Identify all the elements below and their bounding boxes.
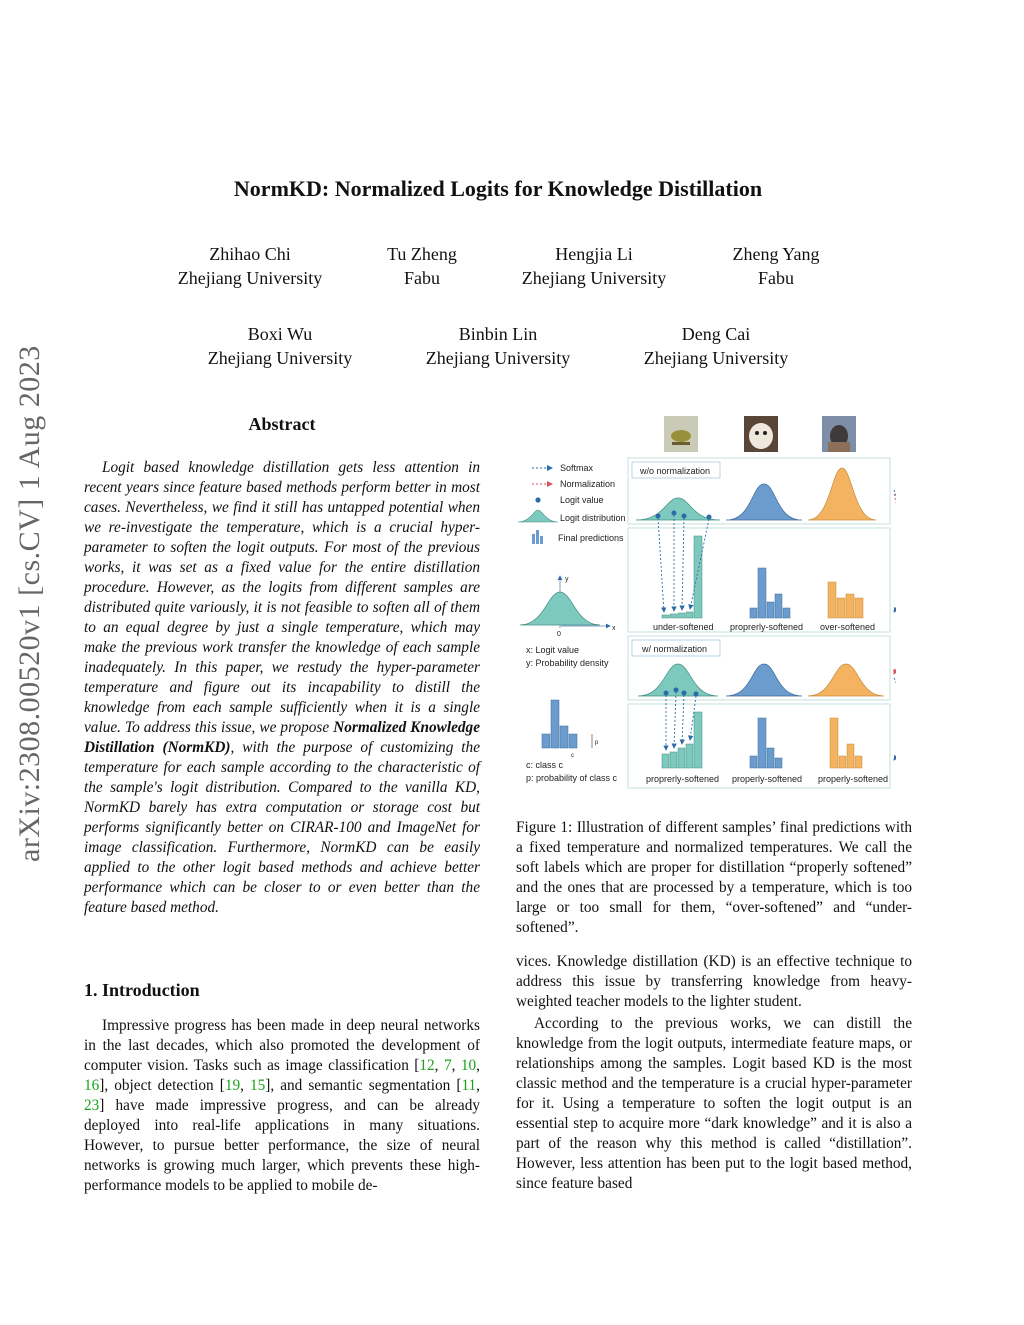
abstract-part: , with the purpose of customizing the temperature for each sample according to the characteristic of the sample's logit distribution. Compared to the vanilla KD, NormKD barely has extra computation or storage cost but performs significantly better on CIRAR-100 and ImageNet for image classification. Furthermore, NormKD can be easily applied to the other logit based methods and achieve better performance which can be closer to or even better than the feature based method.: [84, 739, 480, 916]
sample-image-dog: [744, 416, 778, 452]
label-properly-softened-b2: properly-softened: [732, 774, 803, 784]
distribution-blue-top: [726, 484, 802, 520]
label-over-softened: over-softened: [820, 622, 876, 632]
citation-link[interactable]: 15: [250, 1077, 266, 1094]
bars-properly-softened-top: [750, 568, 790, 618]
distribution-orange-bottom: [808, 664, 884, 696]
author-block: [716, 242, 836, 290]
author-block: [362, 242, 482, 290]
author-affiliation: Zhejiang University: [521, 268, 667, 288]
author-affiliation: Fabu: [404, 268, 440, 288]
bars-over-softened: [828, 582, 863, 618]
sample-image-person: [822, 416, 856, 452]
label-properly-softened-top: proprerly-softened: [730, 622, 804, 632]
author-affiliation: Zhejiang University: [425, 348, 571, 368]
paper-title: NormKD: Normalized Logits for Knowledge Distillation: [233, 176, 763, 201]
axis-x-label: x: [612, 625, 616, 632]
citation-link[interactable]: 23: [84, 1097, 100, 1114]
sample-image-bird: [664, 416, 698, 452]
box-with-normalization: w/ normalization: [642, 644, 708, 654]
intro-part: ] have made impressive progress, and can be already deployed into real-life applications in many situations. However, to pursue better performance, the size of neural networks is growing much larger, which prevents these high-performance models to be applied to mobile de-: [84, 1097, 480, 1194]
author-name: Boxi Wu: [247, 324, 313, 344]
bars-under-softened: [662, 536, 702, 618]
author-name: Zheng Yang: [732, 244, 820, 264]
author-name: Zhihao Chi: [209, 244, 291, 264]
figure-caption: Figure 1: Illustration of different samples’ final predictions with a fixed temperature and normalized temperatures. We call the soft labels which are proper for distillation “properly softened” and the ones that are processed by a temperature, which is too large or too small for them, “over-softened” and “under-softened”.: [516, 819, 912, 936]
author-name: Tu Zheng: [387, 244, 457, 264]
label-under-softened: under-softened: [653, 622, 714, 632]
gaussian-explainer: [520, 576, 616, 668]
figure-legend: [518, 463, 626, 544]
author-block: [170, 242, 330, 290]
author-block: [634, 322, 798, 370]
citation-link[interactable]: 11: [461, 1077, 477, 1094]
author-name: Deng Cai: [681, 324, 751, 344]
author-name: Binbin Lin: [458, 324, 538, 344]
axis-zero-label: 0: [557, 631, 561, 638]
author-block: [512, 242, 676, 290]
intro-part: ], and semantic segmentation [: [265, 1077, 462, 1094]
intro-part: ], object detection [: [99, 1077, 225, 1094]
abstract-method-name: Normalized Knowledge Distillation (NormKD): [84, 719, 480, 756]
label-properly-softened-b1: proprerly-softened: [646, 774, 720, 784]
distribution-orange-top: [808, 468, 876, 520]
author-block: [416, 322, 580, 370]
axis-y-label: y: [565, 576, 569, 583]
citation-link[interactable]: 12: [419, 1057, 435, 1074]
author-affiliation: Fabu: [758, 268, 794, 288]
intro-text: Impressive progress has been made in deep neural networks in the last decades, which also promoted the development of computer vision. Tasks such as image classification [12, 7, 10, 16], object detection [19, 15], and semantic segmentation [11, 23] have made impressive progress, and can be already deployed into real-life applications in many situations. However, to pursue better performance, the size of neural networks is growing much larger, which prevents these high-performance models to be applied to mobile de-: [84, 1017, 480, 1194]
legend-softmax: Softmax: [560, 463, 594, 473]
author-affiliation: Zhejiang University: [177, 268, 323, 288]
box-without-normalization: w/o normalization: [640, 466, 711, 476]
citation-link[interactable]: 16: [84, 1077, 100, 1094]
legend-logit-distribution: Logit distribution: [560, 513, 626, 523]
figure-1: [516, 412, 896, 797]
arxiv-stamp: arXiv:2308.00520v1 [cs.CV] 1 Aug 2023: [13, 345, 46, 862]
bars-properly-softened-orange: [830, 718, 862, 768]
abstract-text: [84, 458, 480, 918]
label-properly-softened-b3: properly-softened: [818, 774, 889, 784]
abstract-heading: Abstract: [248, 414, 316, 434]
intro-paragraph: According to the previous works, we can distill the knowledge from the logit outputs, intermediate feature maps, or relationships among the samples. Logit based KD is the most classic method and the temperature is a crucial hyper-parameter for it. Using a temperature to soften the logit output is an essential step to acquire more “dark knowledge” and it is also a part of the reason why this method is called “distillation”. However, less attention has been put to the logit based method, since feature based: [516, 1015, 912, 1192]
citation-link[interactable]: 19: [224, 1077, 241, 1094]
bars-properly-softened-blue: [750, 718, 782, 768]
intro-continued: vices. Knowledge distillation (KD) is an effective technique to address this issue by transferring knowledge from heavy-weighted teacher models to the lighter student.: [516, 953, 912, 1010]
author-name: Hengjia Li: [555, 244, 633, 264]
author-affiliation: Zhejiang University: [643, 348, 789, 368]
citation-link[interactable]: 7: [443, 1057, 452, 1074]
author-affiliation: Zhejiang University: [207, 348, 353, 368]
note-y: y: Probability density: [526, 658, 609, 668]
legend-final-predictions: Final predictions: [558, 533, 624, 543]
bar-p-label: p: [595, 740, 599, 746]
citation-link[interactable]: 10: [460, 1057, 477, 1074]
note-c: c: class c: [526, 760, 564, 770]
legend-normalization: Normalization: [560, 479, 616, 489]
abstract-part: Logit based knowledge distillation gets less attention in recent years since feature based methods perform better in most cases. Nevertheless, we find it still has untapped potential when we re-investigate the temperature, which is a crucial hyper-parameter to soften the logit outputs. For most of the previous works, it was set as a fixed value for the entire distillation procedure. However, as the logits from different samples are distributed quite variously, it is not feasible to soften all of them to an equal degree by just a single temperature, which may make the previous work transfer the knowledge of each sample inadequately. In this paper, we restudy the hyper-parameter temperature and figure out its incapability to distill the knowledge from each sample sufficiently when it is a single value. To address this issue, we propose: [84, 459, 480, 736]
legend-logit-value: Logit value: [560, 495, 604, 505]
author-block: [198, 322, 362, 370]
note-x: x: Logit value: [526, 645, 580, 655]
intro-heading: 1. Introduction: [84, 980, 200, 1000]
bar-explainer: [526, 700, 618, 783]
bar-c-label: c: [571, 753, 574, 759]
distribution-blue-bottom: [726, 664, 802, 696]
intro-part: Impressive progress has been made in deep neural networks in the last decades, which also promoted the development of computer vision. Tasks such as image classification [: [84, 1017, 480, 1074]
note-p: p: probability of class c: [526, 773, 618, 783]
